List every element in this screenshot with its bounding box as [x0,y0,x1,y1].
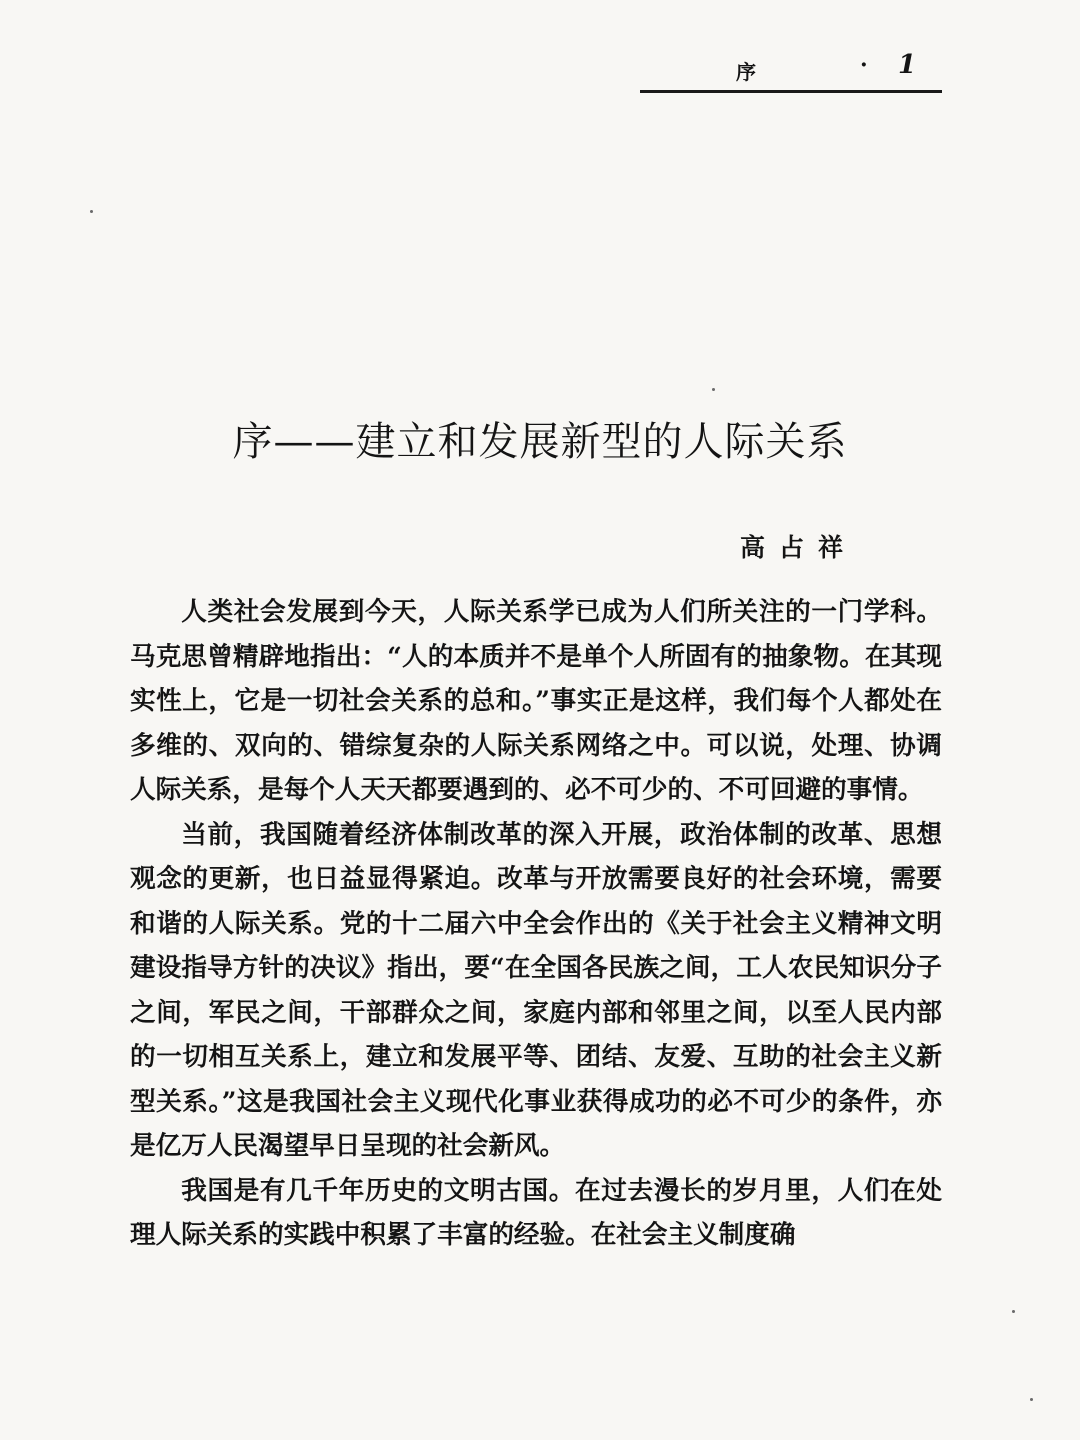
paragraph: 人类社会发展到今天，人际关系学已成为人们所关注的一门学科。马克思曾精辟地指出：“人的本质并不是单个人所固有的抽象物。在其现实性上，它是一切社会关系的总和。”事实正是这样，我们每个人都处在多维的、双向的、错综复杂的人际关系网络之中。可以说，处理、协调人际关系，是每个人天天都要遇到的、必不可少的、不可回避的事情。 [130,597,942,805]
paragraph: 我国是有几千年历史的文明古国。在过去漫长的岁月里，人们在处理人际关系的实践中积累了丰富的经验。在社会主义制度确 [130,1175,942,1250]
header-separator: · [860,52,868,78]
paragraph: 当前，我国随着经济体制改革的深入开展，政治体制的改革、思想观念的更新，也日益显得紧迫。改革与开放需要良好的社会环境，需要和谐的人际关系。党的十二届六中全会作出的《关于社会主义精神文明建设指导方针的决议》指出，要“在全国各民族之间，工人农民知识分子之间，军民之间，干部群众之间，家庭内部和邻里之间，以至人民内部的一切相互关系上，建立和发展平等、团结、友爱、互助的社会主义新型关系。”这是我国社会主义现代化事业获得成功的必不可少的条件，亦是亿万人民渴望早日呈现的社会新风。 [130,819,942,1161]
scan-speck [712,388,715,391]
running-title: 序 [736,60,756,84]
body-text [130,590,942,1258]
running-header [640,50,942,93]
scan-speck [1012,1310,1015,1313]
chapter-title: 序——建立和发展新型的人际关系 [232,419,848,465]
scan-speck [1030,1398,1033,1401]
page-number: 1 [898,50,917,80]
author-name: 高占祥 [740,533,858,562]
scan-speck [90,210,93,213]
